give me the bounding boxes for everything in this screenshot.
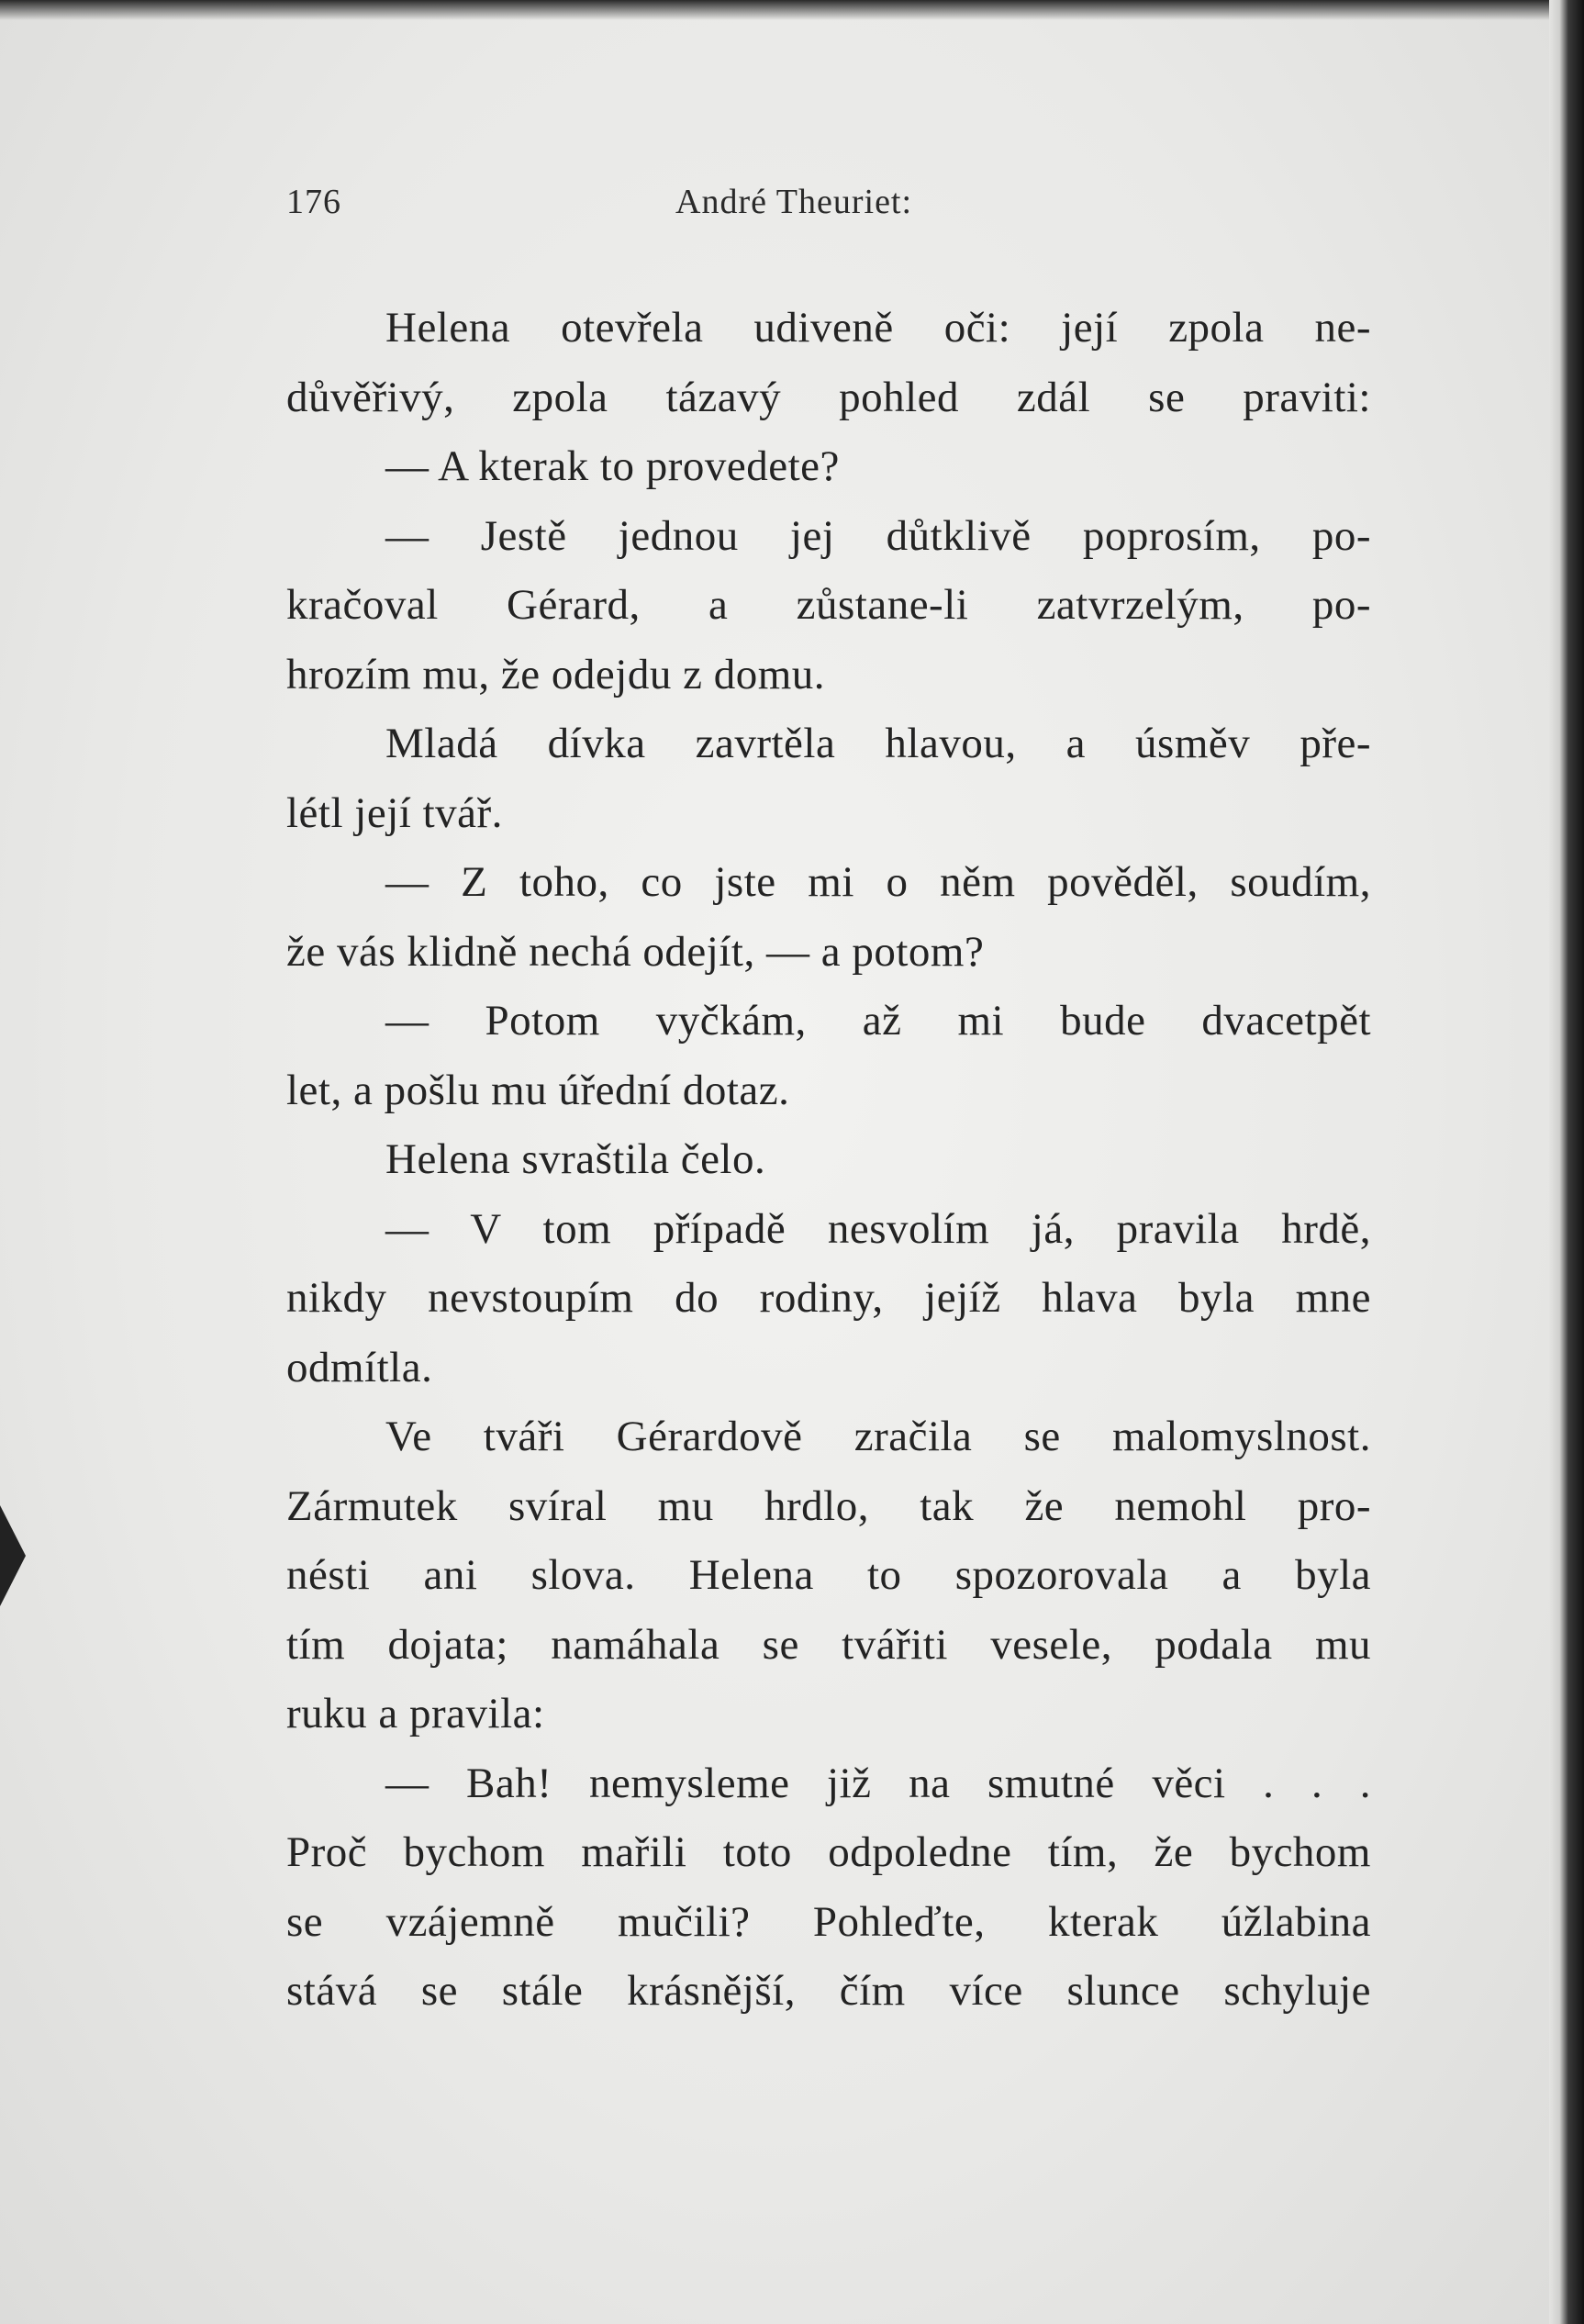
text-line: — Bah! nemysleme již na smutné věci . . .: [385, 1759, 1371, 1807]
running-head: André Theuriet:: [675, 183, 913, 221]
text-line: ruku a pravila:: [286, 1690, 545, 1737]
text-line: — A kterak to provedete?: [385, 442, 840, 490]
text-line: se vzájemně mučili? Pohleďte, kterak úžlabina: [286, 1897, 1371, 1946]
text-line: let, a pošlu mu úřední dotaz.: [286, 1066, 790, 1114]
binding-mark: [0, 1505, 26, 1606]
text-line: — Jestě jednou jej důtklivě poprosím, po-: [385, 511, 1371, 560]
text-line: hrozím mu, že odejdu z domu.: [286, 650, 825, 698]
page-edge-shadow: [1549, 0, 1584, 2324]
text-line: Proč bychom mařili toto odpoledne tím, že bychom: [286, 1828, 1371, 1876]
text-line: — V tom případě nesvolím já, pravila hrdě,: [385, 1204, 1371, 1253]
text-line: stává se stále krásnější, čím více slunce schyluje: [286, 1967, 1371, 2015]
text-line: tím dojata; namáhala se tvářiti vesele, podala mu: [286, 1620, 1371, 1669]
body-text: [286, 294, 1371, 2027]
page-header: [286, 182, 1356, 228]
text-line: kračoval Gérard, a zůstane-li zatvrzelým, po-: [286, 581, 1371, 629]
text-line: Ve tváři Gérardově zračila se malomyslnost.: [385, 1413, 1371, 1460]
text-line: že vás klidně nechá odejít, — a potom?: [286, 927, 985, 976]
text-line: — Potom vyčkám, až mi bude dvacetpět: [385, 997, 1371, 1045]
text-line: Helena svraštila čelo.: [385, 1135, 766, 1183]
text-line: odmítla.: [286, 1343, 433, 1391]
page-number: 176: [286, 183, 341, 221]
text-line: — Z toho, co jste mi o něm pověděl, soudím,: [385, 858, 1371, 906]
text-line: Helena otevřela udiveně oči: její zpola ne-: [385, 304, 1371, 352]
text-line: nésti ani slova. Helena to spozorovala a byla: [286, 1551, 1371, 1599]
text-line: Zármutek svíral mu hrdlo, tak že nemohl pro-: [286, 1481, 1371, 1530]
text-line: Mladá dívka zavrtěla hlavou, a úsměv pře-: [385, 720, 1371, 767]
text-line: nikdy nevstoupím do rodiny, jejíž hlava byla mne: [286, 1274, 1371, 1322]
text-line: důvěřivý, zpola tázavý pohled zdál se praviti:: [286, 373, 1371, 421]
text-line: létl její tvář.: [286, 788, 503, 837]
